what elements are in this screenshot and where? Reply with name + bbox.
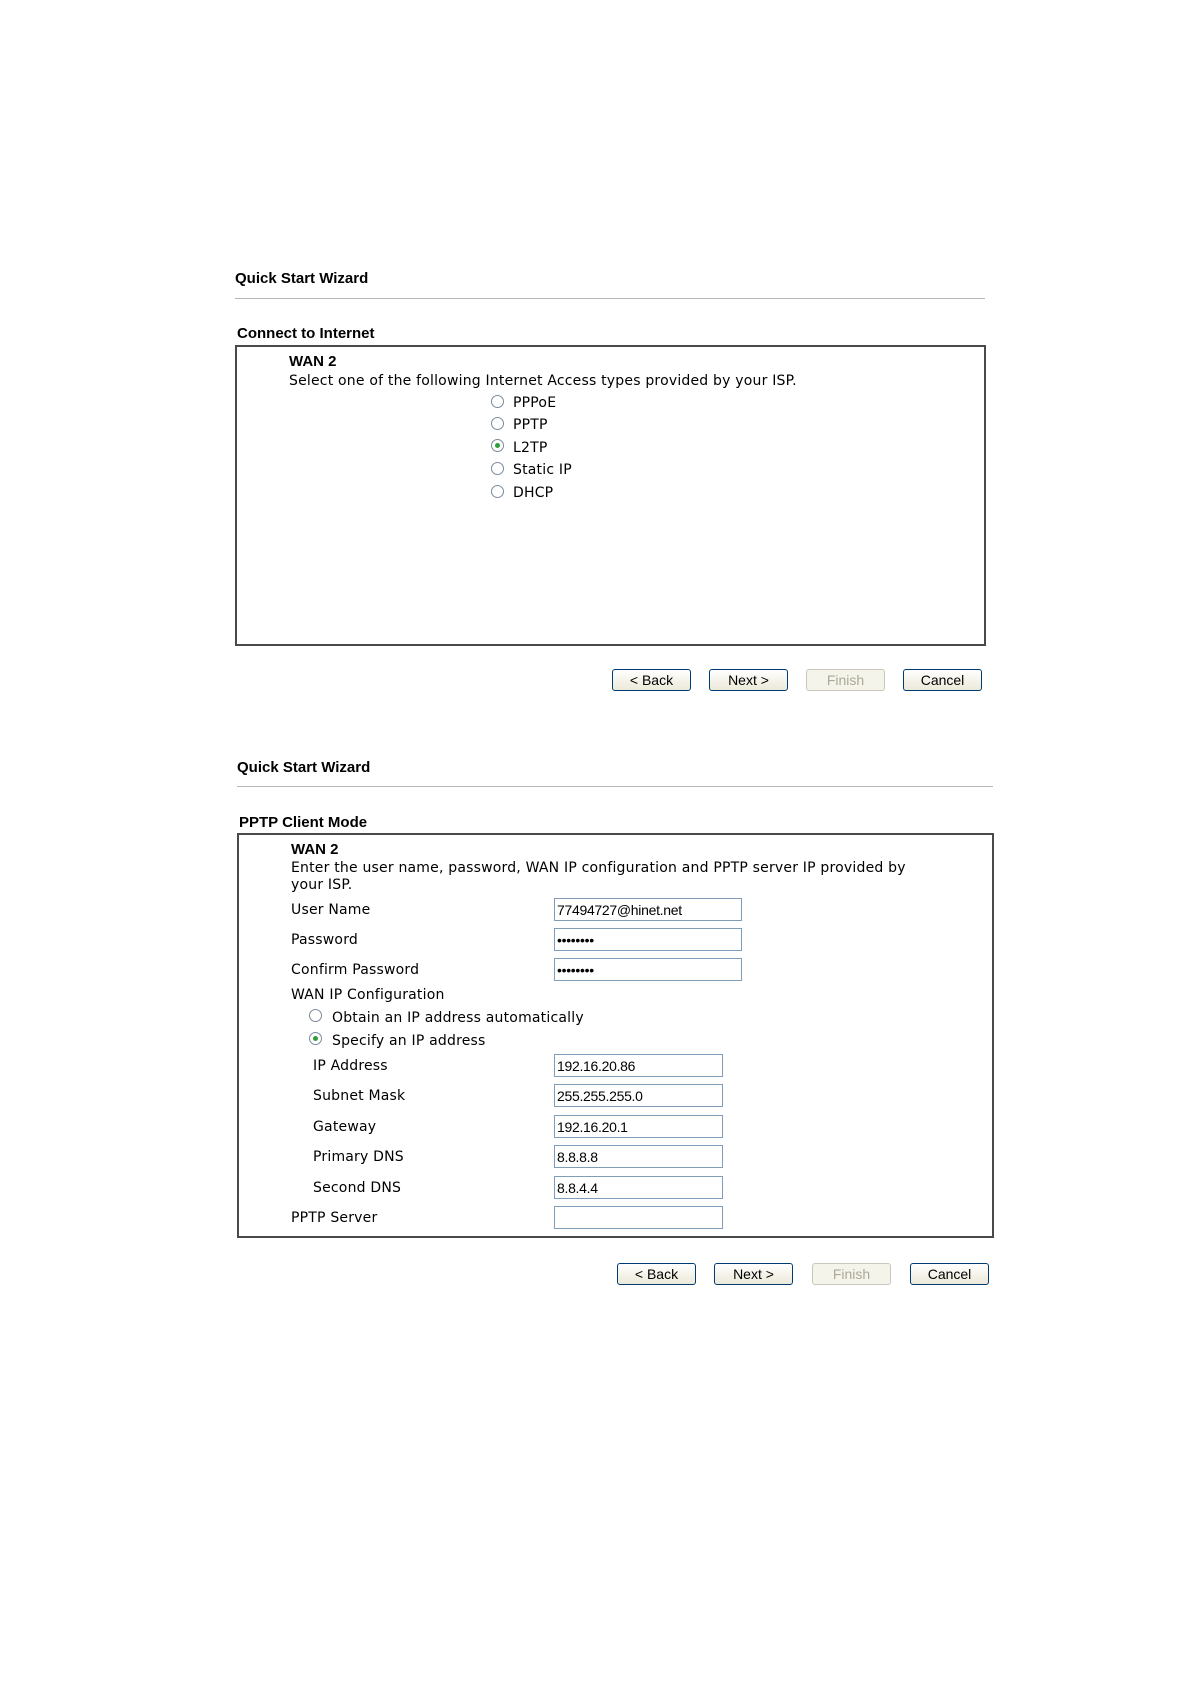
radio-l2tp[interactable] [491,439,504,452]
primary-dns-input[interactable] [554,1145,723,1168]
radio-pppoe[interactable] [491,395,504,408]
wizard2-divider [237,786,993,787]
wan-label: WAN 2 [289,353,337,370]
next-button[interactable]: Next > [714,1263,793,1285]
pptp-client-panel [237,833,994,1238]
finish-button: Finish [812,1263,891,1285]
back-button[interactable]: < Back [617,1263,696,1285]
radio-specify-ip-label: Specify an IP address [332,1033,486,1049]
radio-pptp[interactable] [491,417,504,430]
cancel-button[interactable]: Cancel [903,669,982,691]
connect-internet-panel [235,345,986,646]
next-button[interactable]: Next > [709,669,788,691]
radio-pppoe-label: PPPoE [513,395,557,411]
pptp-instruction-line2: your ISP. [291,877,353,893]
pptp-server-label: PPTP Server [291,1210,378,1226]
password-input[interactable] [554,928,742,951]
back-button[interactable]: < Back [612,669,691,691]
pptp-server-input[interactable] [554,1206,723,1229]
radio-dhcp-label: DHCP [513,485,554,501]
radio-pptp-label: PPTP [513,417,548,433]
radio-specify-ip[interactable] [309,1032,322,1045]
subnet-mask-label: Subnet Mask [313,1088,406,1104]
wizard1-title: Quick Start Wizard [235,270,369,287]
cancel-button[interactable]: Cancel [910,1263,989,1285]
radio-dhcp[interactable] [491,485,504,498]
access-type-instruction: Select one of the following Internet Access types provided by your ISP. [289,373,797,389]
radio-obtain-auto[interactable] [309,1009,322,1022]
wizard2-section-title: PPTP Client Mode [239,814,368,831]
confirm-password-label: Confirm Password [291,962,420,978]
wan-label: WAN 2 [291,841,339,858]
password-label: Password [291,932,358,948]
gateway-label: Gateway [313,1119,377,1135]
wizard2-title: Quick Start Wizard [237,759,371,776]
ip-address-label: IP Address [313,1058,388,1074]
radio-static-ip-label: Static IP [513,462,572,478]
radio-static-ip[interactable] [491,462,504,475]
wan-ip-config-label: WAN IP Configuration [291,987,445,1003]
radio-obtain-auto-label: Obtain an IP address automatically [332,1010,584,1026]
wizard1-section-title: Connect to Internet [237,325,375,342]
pptp-instruction-line1: Enter the user name, password, WAN IP configuration and PPTP server IP provided by [291,860,906,876]
radio-l2tp-label: L2TP [513,440,548,456]
subnet-mask-input[interactable] [554,1084,723,1107]
second-dns-label: Second DNS [313,1180,402,1196]
confirm-password-input[interactable] [554,958,742,981]
primary-dns-label: Primary DNS [313,1149,404,1165]
ip-address-input[interactable] [554,1054,723,1077]
finish-button: Finish [806,669,885,691]
user-name-input[interactable] [554,898,742,921]
wizard1-divider [235,298,985,299]
second-dns-input[interactable] [554,1176,723,1199]
user-name-label: User Name [291,902,371,918]
gateway-input[interactable] [554,1115,723,1138]
